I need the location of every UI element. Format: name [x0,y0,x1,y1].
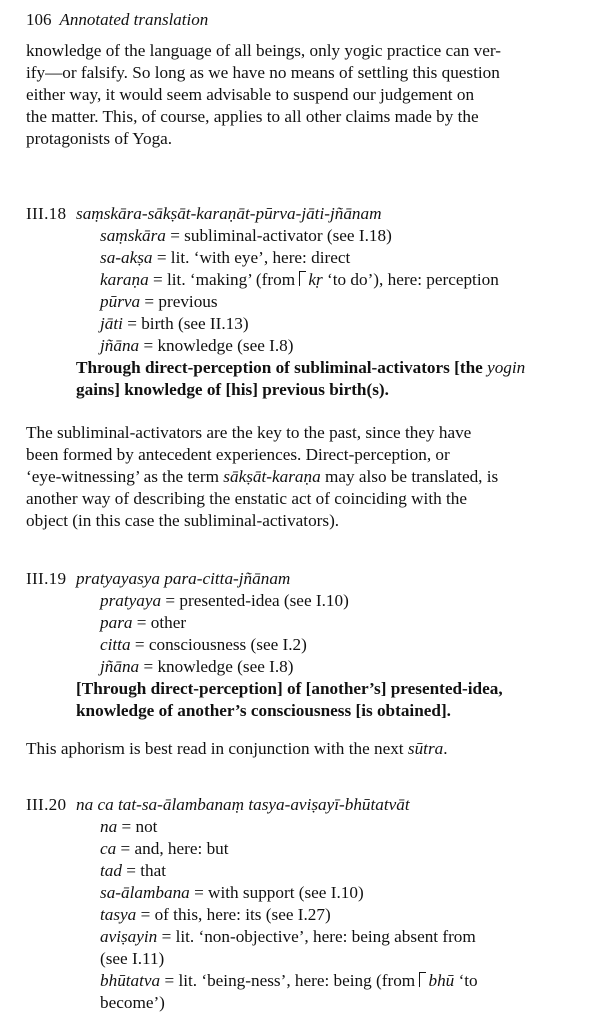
gloss-def: ‘to do’), here: perception [322,270,499,289]
gloss-def: ‘to [454,971,478,990]
sutra-heading [26,794,582,816]
gloss-term: pūrva [100,292,141,311]
gloss-def: = consciousness (see I.2) [130,635,307,654]
gloss-list [26,225,582,357]
text-line: The subliminal-activators are the key to the past, since they have [26,423,472,442]
gloss-def-continued: become’) [100,993,165,1012]
gloss-item [100,612,582,634]
gloss-term: karaṇa [100,270,149,289]
gloss-item [100,313,582,335]
gloss-def-continued: (see I.11) [100,949,165,968]
page-number: 106 [26,10,52,29]
sutra-text: pratyayasya para-citta-jñānam [76,569,291,588]
gloss-def: = that [121,861,167,880]
running-header [26,10,208,30]
gloss-def: = knowledge (see I.8) [139,657,294,676]
gloss-def: = lit. ‘being-ness’, here: being (from [160,971,420,990]
gloss-def: = presented-idea (see I.10) [161,591,349,610]
sutra-20 [26,794,582,1014]
note-paragraph [26,738,582,760]
sutra-translation [26,357,582,401]
sanskrit-term: sūtra [407,739,444,758]
text-line: another way of describing the enstatic act of coinciding with the [26,489,468,508]
gloss-item [100,926,582,970]
running-title: Annotated translation [59,10,209,29]
gloss-term: na [100,817,118,836]
root-sign-icon [419,972,426,987]
gloss-def: = lit. ‘making’ (from [148,270,300,289]
gloss-item [100,904,582,926]
sutra-text: saṃskāra-sākṣāt-karaṇāt-pūrva-jāti-jñānam [76,204,382,223]
gloss-def: = lit. ‘with eye’, here: direct [152,248,351,267]
gloss-term: tasya [100,905,137,924]
gloss-def: = with support (see I.10) [189,883,364,902]
gloss-term: citta [100,635,131,654]
text-line: object (in this case the subliminal-activators). [26,511,340,530]
gloss-term: saṃskāra [100,226,166,245]
translation-text: gains] knowledge of [his] previous birth(s). [76,380,389,399]
gloss-item [100,225,582,247]
text-line: either way, it would seem advisable to suspend our judgement on [26,85,475,104]
translation-line: [Through direct-perception] of [another’s] presented-idea, [76,679,503,698]
sutra-18 [26,203,582,401]
root-sign-icon [299,271,306,286]
gloss-item [100,269,582,291]
gloss-item [100,882,582,904]
text-line: been formed by antecedent experiences. Direct-perception, or [26,445,450,464]
text-span: ‘eye-witnessing’ as the term [26,467,224,486]
gloss-def: = birth (see II.13) [122,314,249,333]
gloss-def: = lit. ‘non-objective’, here: being absent from [157,927,476,946]
gloss-item [100,656,582,678]
gloss-def: = knowledge (see I.8) [139,336,294,355]
text-line [26,466,582,488]
gloss-def: = other [132,613,187,632]
gloss-item [100,335,582,357]
gloss-def: = not [117,817,158,836]
gloss-term: jñāna [100,657,140,676]
gloss-term: bhūtatva [100,971,161,990]
translation-text: Through direct-perception of subliminal-activators [the [76,358,488,377]
sutra-19 [26,568,582,722]
translation-line: knowledge of another’s consciousness [is obtained]. [76,701,451,720]
sutra-text: na ca tat-sa-ālambanaṃ tasya-aviṣayī-bhūtatvāt [76,795,410,814]
text-span: This aphorism is best read in conjunction with the next [26,739,408,758]
sutra-number: III.18 [26,204,67,223]
verbal-root: kṛ [308,270,323,289]
sutra-number: III.19 [26,569,67,588]
gloss-def: = previous [140,292,218,311]
text-span: . [443,739,448,758]
gloss-term: tad [100,861,122,880]
text-line: ify—or falsify. So long as we have no means of settling this question [26,63,500,82]
gloss-item [100,838,582,860]
translation-term: yogin [487,358,526,377]
gloss-term: sa-akṣa [100,248,153,267]
sutra-translation [26,678,582,722]
sutra-heading [26,203,582,225]
gloss-term: pratyaya [100,591,162,610]
gloss-term: ca [100,839,117,858]
gloss-item [100,634,582,656]
sanskrit-term: sākṣāt-karaṇa [223,467,321,486]
sutra-heading [26,568,582,590]
text-line: knowledge of the language of all beings, only yogic practice can ver- [26,41,501,60]
gloss-item [100,590,582,612]
gloss-item [100,970,582,1014]
gloss-item [100,816,582,838]
commentary-paragraph [26,422,582,532]
sutra-number: III.20 [26,795,67,814]
verbal-root: bhū [428,971,455,990]
gloss-term: sa-ālambana [100,883,190,902]
gloss-item [100,860,582,882]
gloss-list [26,590,582,678]
intro-paragraph [26,40,582,150]
gloss-def: = and, here: but [116,839,229,858]
text-span: may also be translated, is [320,467,499,486]
text-line: protagonists of Yoga. [26,129,173,148]
gloss-def: = of this, here: its (see I.27) [136,905,331,924]
text-line: the matter. This, of course, applies to all other claims made by the [26,107,479,126]
gloss-term: jāti [100,314,123,333]
gloss-term: aviṣayin [100,927,158,946]
gloss-item [100,291,582,313]
gloss-item [100,247,582,269]
gloss-list [26,816,582,1014]
gloss-term: para [100,613,133,632]
gloss-term: jñāna [100,336,140,355]
gloss-def: = subliminal-activator (see I.18) [165,226,392,245]
